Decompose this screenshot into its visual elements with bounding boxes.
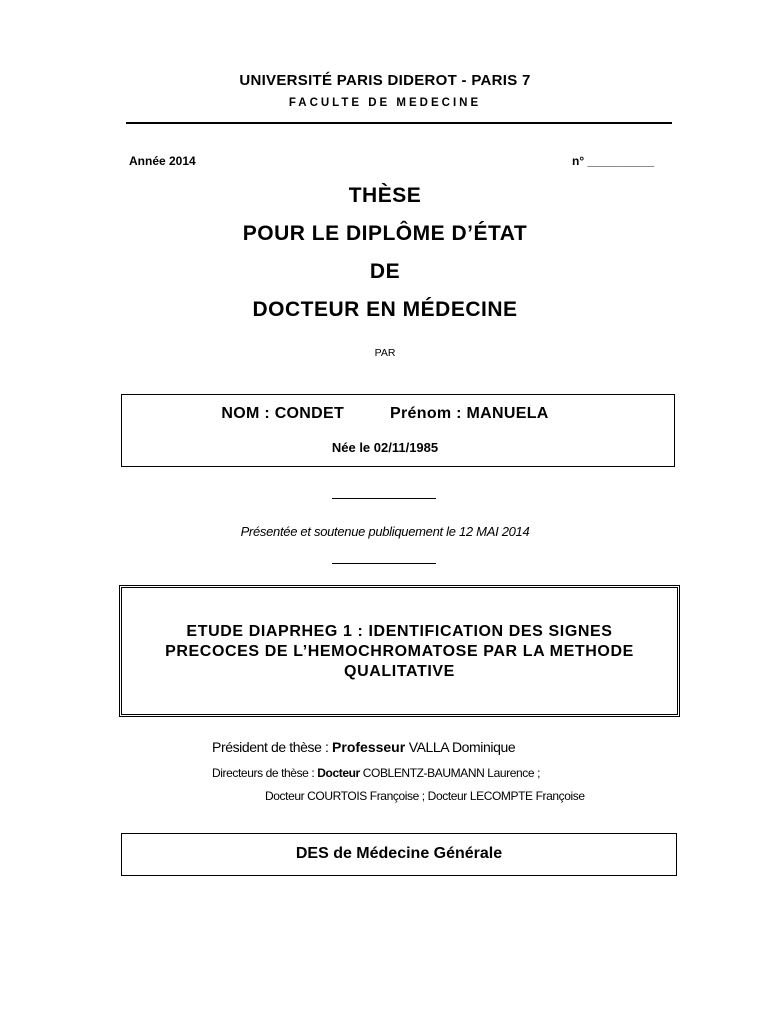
subject-line-2: PRECOCES DE L’HEMOCHROMATOSE PAR LA METHODE bbox=[165, 643, 634, 660]
thesis-year: Année 2014 bbox=[129, 154, 196, 168]
author-birthdate: Née le 02/11/1985 bbox=[331, 440, 439, 455]
president-title: Professeur bbox=[332, 739, 406, 755]
directors-label: Directeurs de thèse : bbox=[212, 766, 315, 780]
title-line-2: POUR LE DIPLÔME D’ÉTAT bbox=[242, 222, 528, 245]
president-name: VALLA Dominique bbox=[408, 739, 516, 755]
author-name: NOM : CONDET bbox=[221, 405, 345, 422]
title-line-1: THÈSE bbox=[348, 184, 422, 207]
jury-directors-line-2: Docteur COURTOIS Françoise ; Docteur LECOMPTE Françoise bbox=[265, 789, 585, 803]
presentation-date: Présentée et soutenue publiquement le 12 MAI 2014 bbox=[240, 524, 530, 539]
president-label: Président de thèse : bbox=[212, 739, 329, 755]
author-name-line bbox=[0, 405, 770, 423]
author-firstname: Prénom : MANUELA bbox=[390, 405, 549, 422]
jury-directors bbox=[212, 766, 540, 780]
degree-name: DES de Médecine Générale bbox=[295, 845, 503, 862]
thesis-number: n° __________ bbox=[572, 154, 655, 168]
director1-name: COBLENTZ-BAUMANN Laurence ; bbox=[362, 766, 541, 780]
director1-title: Docteur bbox=[317, 766, 360, 780]
subject-line-1: ETUDE DIAPRHEG 1 : IDENTIFICATION DES SIGNES bbox=[186, 623, 613, 640]
divider-short-top bbox=[332, 498, 436, 499]
header-divider bbox=[126, 122, 672, 124]
par-label: PAR bbox=[374, 347, 396, 359]
faculty-name: FACULTE DE MEDECINE bbox=[288, 97, 482, 109]
university-name: UNIVERSITÉ PARIS DIDEROT - PARIS 7 bbox=[239, 72, 531, 89]
subject-line-3: QUALITATIVE bbox=[344, 663, 455, 680]
divider-short-bottom bbox=[332, 563, 436, 564]
title-line-3: DE bbox=[369, 260, 401, 283]
thesis-subject bbox=[119, 622, 680, 682]
title-line-4: DOCTEUR EN MÉDECINE bbox=[252, 298, 518, 321]
jury-president bbox=[212, 739, 515, 755]
